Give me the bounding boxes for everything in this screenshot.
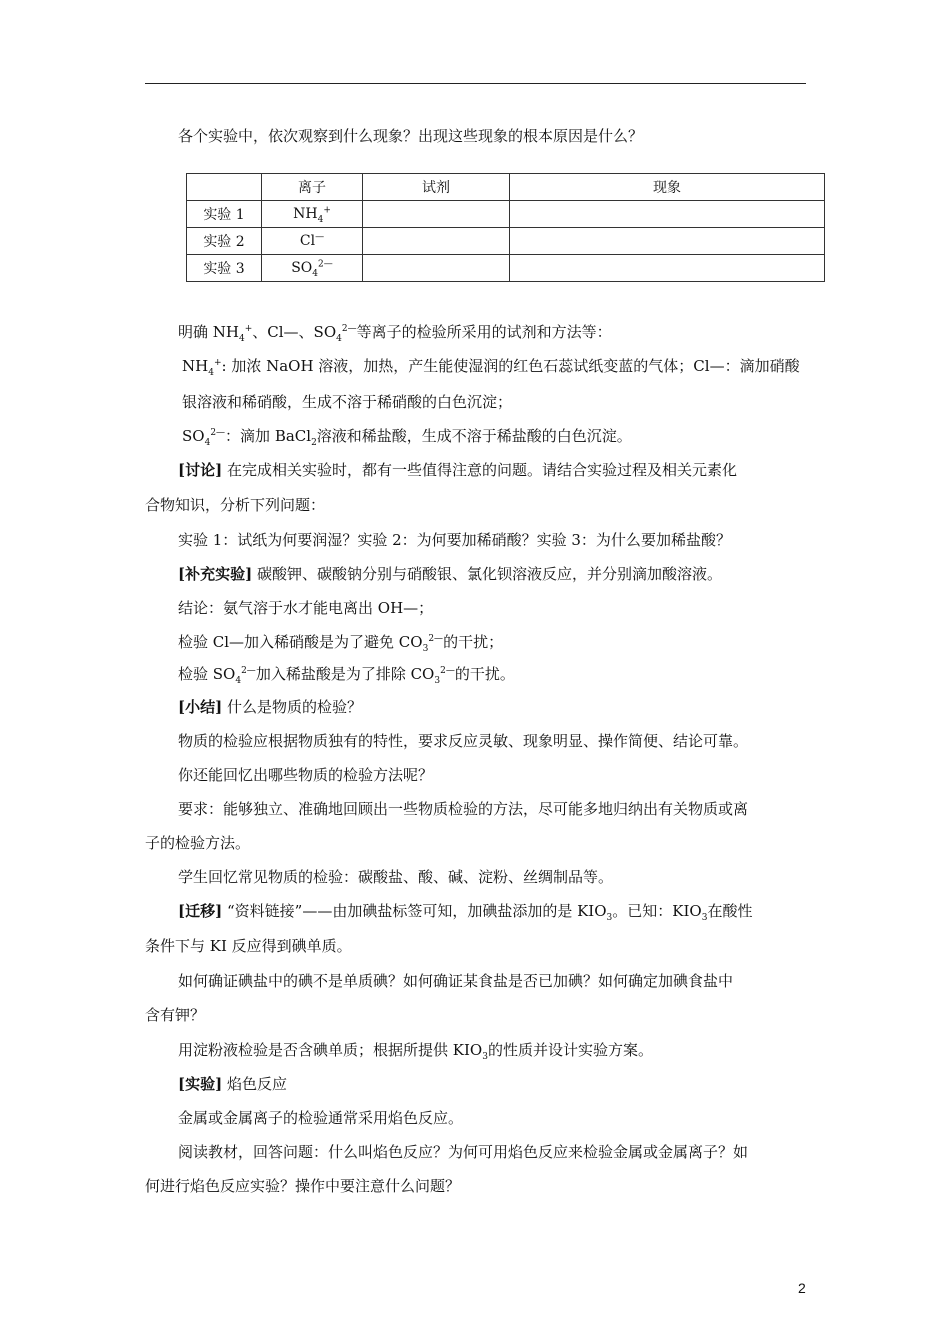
experiment-tag: [实验] <box>178 1075 223 1093</box>
transfer-continued: 条件下与 KI 反应得到碘单质。 <box>145 937 352 955</box>
transfer-paragraph: [迁移] “资料链接”——由加碘盐标签可知，加碘盐添加的是 $KIO_3$。已知：$KIO_3$在酸性 <box>178 902 753 923</box>
reading-questions: 阅读教材，回答问题：什么叫焰色反应？为何可用焰色反应来检验金属或金属离子？如 <box>178 1143 749 1161</box>
reagent-cell <box>363 201 510 228</box>
recall-question: 你还能回忆出哪些物质的检验方法呢？ <box>178 766 434 784</box>
exp-cell: 实验 1 <box>187 201 262 228</box>
table-row <box>187 255 825 282</box>
phenomenon-cell <box>510 255 825 282</box>
table-header-phenomenon: 现象 <box>510 174 825 201</box>
header-rule <box>145 83 806 84</box>
ion-cell: $NH_4^+$ <box>262 201 363 228</box>
table-header-row <box>187 174 825 201</box>
so4-method: $SO_4^{2—}$：滴加 BaCl$_2$溶液和稀盐酸，生成不溶于稀盐酸的白色沉淀。 <box>182 427 632 448</box>
discussion-tag: [讨论] <box>178 461 223 479</box>
iodine-questions-continued: 含有钾？ <box>145 1006 206 1024</box>
transfer-tag: [迁移] <box>178 902 223 920</box>
iodine-questions: 如何确证碘盐中的碘不是单质碘？如何确证某食盐是否已加碘？如何确定加碘食盐中 <box>178 972 734 990</box>
table-header-reagent: 试剂 <box>363 174 510 201</box>
summary-tag: [小结] <box>178 698 223 716</box>
table-header-ion: 离子 <box>262 174 363 201</box>
supplementary-paragraph: [补充实验] 碳酸钾、碳酸钠分别与硝酸银、氯化钡溶液反应，并分别滴加酸溶液。 <box>178 565 722 583</box>
detection-principle: 物质的检验应根据物质独有的特性，要求反应灵敏、现象明显、操作简便、结论可靠。 <box>178 732 749 750</box>
supplementary-tag: [补充实验] <box>178 565 253 583</box>
summary-paragraph: [小结] 什么是物质的检验？ <box>178 698 362 716</box>
phenomenon-cell <box>510 201 825 228</box>
experiment-questions: 实验 1：试纸为何要润湿？实验 2：为何要加稀硝酸？实验 3：为什么要加稀盐酸？ <box>178 531 731 549</box>
ion-cell: Cl— <box>262 228 363 255</box>
conclusion-line: 结论：氨气溶于水才能电离出 OH—； <box>178 599 434 617</box>
clarify-paragraph: 明确 $NH_4^+$、Cl—、$SO_4^{2—}$等离子的检验所采用的试剂和方法等： <box>178 323 612 344</box>
cl-method: 银溶液和稀硝酸，生成不溶于稀硝酸的白色沉淀； <box>182 393 513 411</box>
reagent-cell <box>363 255 510 282</box>
phenomenon-cell <box>510 228 825 255</box>
page-number: 2 <box>798 1280 806 1296</box>
table-header-cell <box>187 174 262 201</box>
students-recall: 学生回忆常见物质的检验：碳酸盐、酸、碱、淀粉、丝绸制品等。 <box>178 868 614 886</box>
check-cl-line: 检验 Cl—加入稀硝酸是为了避免 $CO_3^{2—}$的干扰； <box>178 633 504 654</box>
ion-table <box>186 173 825 282</box>
discussion-paragraph: [讨论] 在完成相关实验时，都有一些值得注意的问题。请结合实验过程及相关元素化 <box>178 461 737 479</box>
reading-questions-continued: 何进行焰色反应实验？操作中要注意什么问题？ <box>145 1177 461 1195</box>
table-row <box>187 201 825 228</box>
ion-cell: $SO_4^{2—}$ <box>262 255 363 282</box>
requirement-continued: 子的检验方法。 <box>145 834 251 852</box>
nh4-method: $NH_4^+$: 加浓 NaOH 溶液，加热，产生能使湿润的红色石蕊试纸变蓝的气体；Cl—：滴加硝酸 <box>182 357 800 378</box>
metal-detection: 金属或金属离子的检验通常采用焰色反应。 <box>178 1109 464 1127</box>
intro-question: 各个实验中，依次观察到什么现象？出现这些现象的根本原因是什么？ <box>178 127 644 145</box>
exp-cell: 实验 3 <box>187 255 262 282</box>
table-row <box>187 228 825 255</box>
check-so4-line: 检验 $SO_4^{2—}$加入稀盐酸是为了排除 $CO_3^{2—}$的干扰。 <box>178 665 515 686</box>
exp-cell: 实验 2 <box>187 228 262 255</box>
reagent-cell <box>363 228 510 255</box>
requirement-line: 要求：能够独立、准确地回顾出一些物质检验的方法，尽可能多地归纳出有关物质或离 <box>178 800 749 818</box>
starch-method: 用淀粉液检验是否含碘单质；根据所提供 $KIO_3$的性质并设计实验方案。 <box>178 1041 653 1062</box>
discussion-continued: 合物知识，分析下列问题： <box>145 496 326 514</box>
experiment-paragraph: [实验] 焰色反应 <box>178 1075 287 1093</box>
